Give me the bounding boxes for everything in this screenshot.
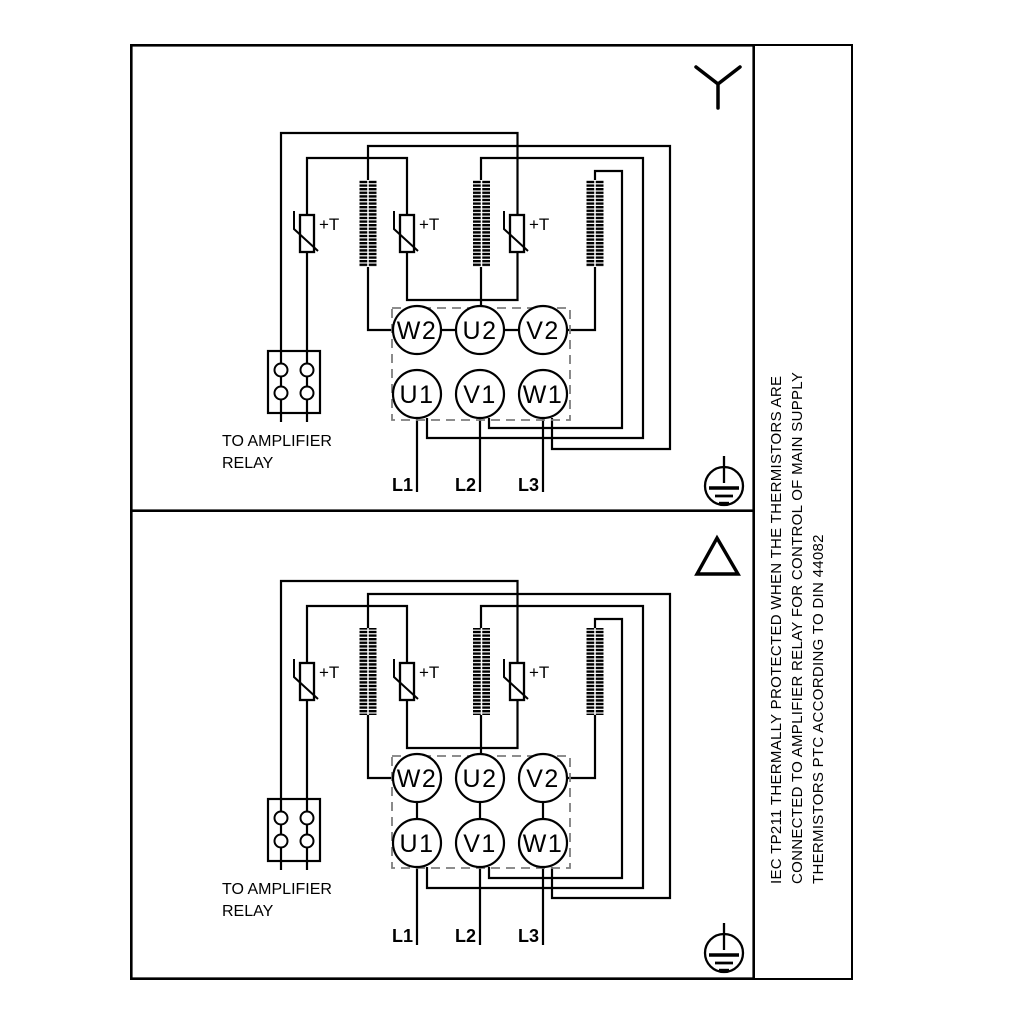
thermistor-icon — [294, 659, 339, 700]
thermistor-icon — [504, 211, 549, 252]
side-note-line: IEC TP211 THERMALLY PROTECTED WHEN THE THERMISTORS ARE — [768, 375, 785, 884]
terminal-label-v1: V1 — [463, 830, 497, 858]
delta-connection-icon — [697, 538, 738, 574]
supply-label-l3: L3 — [517, 475, 539, 495]
star-connection-icon — [696, 67, 740, 108]
terminal-label-w2: W2 — [396, 317, 438, 345]
panel-star-connection — [130, 44, 755, 512]
earth-ground-icon — [705, 923, 743, 972]
relay-connector-block — [268, 799, 320, 861]
supply-label-l2: L2 — [454, 926, 476, 946]
terminal-label-u2: U2 — [462, 765, 498, 793]
thermistor-label: +T — [419, 663, 440, 682]
thermistor-label: +T — [319, 215, 340, 234]
side-note-column — [755, 44, 853, 980]
motor-windings — [360, 180, 604, 267]
amplifier-relay-note-line2: RELAY — [222, 455, 274, 472]
side-note-line: THERMISTORS PTC ACCORDING TO DIN 44082 — [810, 534, 827, 884]
panel-delta-connection — [130, 512, 755, 980]
thermistor-label: +T — [529, 215, 550, 234]
terminal-label-v2: V2 — [526, 765, 560, 793]
supply-label-l2: L2 — [454, 475, 476, 495]
connector-pin — [275, 835, 288, 848]
terminal-label-w2: W2 — [396, 765, 438, 793]
amplifier-relay-note-line2: RELAY — [222, 903, 274, 920]
amplifier-relay-note-line1: TO AMPLIFIER — [222, 881, 332, 898]
thermistor-icon — [394, 659, 439, 700]
supply-label-l1: L1 — [391, 475, 413, 495]
motor-windings — [360, 628, 604, 715]
earth-ground-icon — [705, 456, 743, 505]
connector-pin — [275, 387, 288, 400]
connector-pin — [301, 364, 314, 377]
side-note-line: CONNECTED TO AMPLIFIER RELAY FOR CONTROL OF MAIN SUPPLY — [789, 371, 806, 884]
connector-pin — [301, 387, 314, 400]
terminal-label-v2: V2 — [526, 317, 560, 345]
relay-connector-block — [268, 351, 320, 413]
terminal-label-v1: V1 — [463, 381, 497, 409]
thermistor-icon — [394, 211, 439, 252]
supply-label-l3: L3 — [517, 926, 539, 946]
amplifier-relay-note-line1: TO AMPLIFIER — [222, 433, 332, 450]
thermistor-label: +T — [319, 663, 340, 682]
connector-pin — [301, 835, 314, 848]
terminal-label-u1: U1 — [399, 830, 435, 858]
terminal-label-u2: U2 — [462, 317, 498, 345]
thermistor-label: +T — [419, 215, 440, 234]
supply-label-l1: L1 — [391, 926, 413, 946]
connector-pin — [301, 812, 314, 825]
delta-bridge-links — [417, 802, 543, 819]
thermistor-icon — [294, 211, 339, 252]
terminal-label-w1: W1 — [522, 381, 564, 409]
terminal-label-u1: U1 — [399, 381, 435, 409]
terminal-block — [392, 306, 570, 420]
thermistor-icon — [504, 659, 549, 700]
connector-pin — [275, 364, 288, 377]
thermistor-label: +T — [529, 663, 550, 682]
connector-pin — [275, 812, 288, 825]
terminal-label-w1: W1 — [522, 830, 564, 858]
side-note — [766, 371, 829, 884]
